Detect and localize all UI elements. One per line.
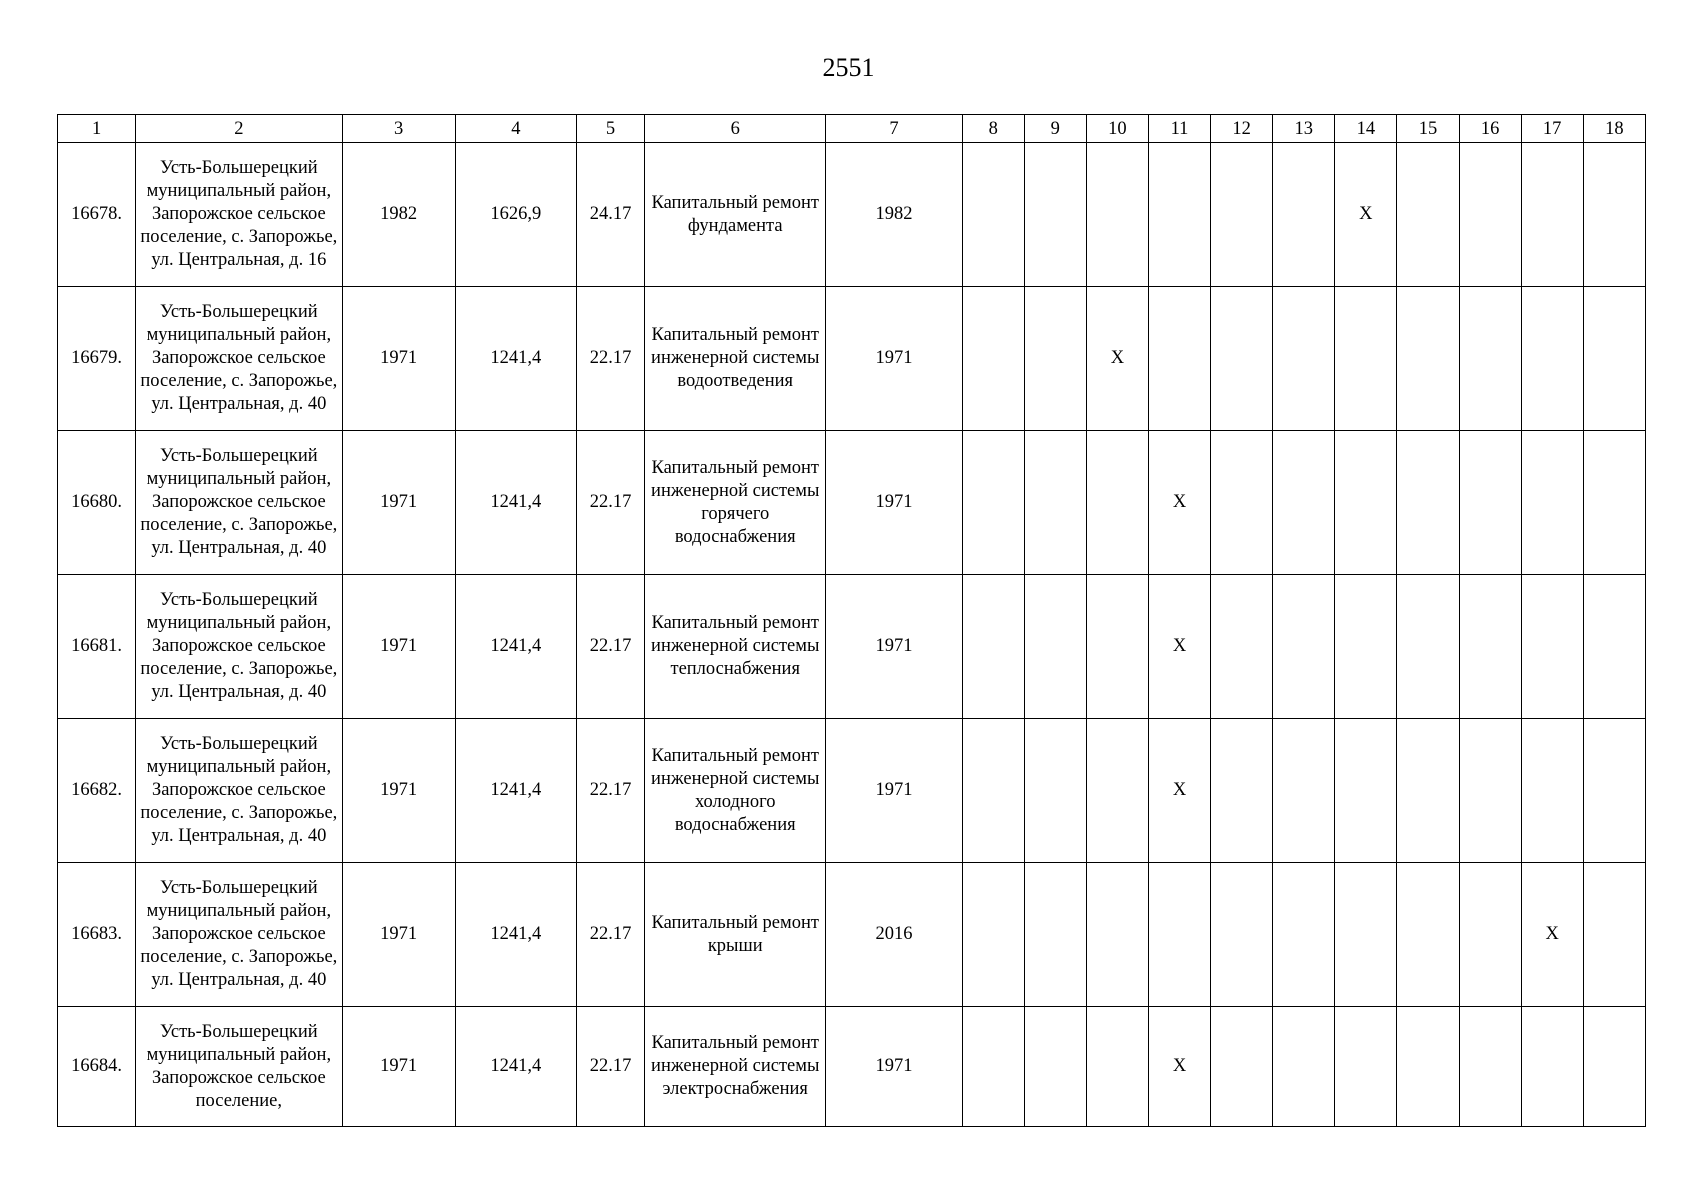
year-built-cell: 1971 <box>342 719 455 863</box>
mark-cell <box>1459 143 1521 287</box>
table-body <box>58 143 1646 1127</box>
work-type-cell: Капитальный ремонт крыши <box>645 863 826 1007</box>
mark-cell <box>1024 287 1086 431</box>
mark-cell <box>1335 431 1397 575</box>
table-row <box>58 1007 1646 1127</box>
column-header: 1 <box>58 115 136 143</box>
mark-cell <box>1211 431 1273 575</box>
page-number: 2551 <box>822 53 875 82</box>
mark-cell <box>1086 431 1148 575</box>
column-header: 18 <box>1583 115 1645 143</box>
year-built-cell: 1971 <box>342 863 455 1007</box>
work-type-cell: Капитальный ремонт инженерной системы теплоснабжения <box>645 575 826 719</box>
mark-cell <box>962 143 1024 287</box>
mark-cell <box>1583 863 1645 1007</box>
column-header: 2 <box>136 115 342 143</box>
mark-cell <box>1211 1007 1273 1127</box>
address-cell: Усть-Большерецкий муниципальный район, Запорожское сельское поселение, с. Запорожье, ул. Центральная, д. 16 <box>136 143 342 287</box>
year-repair-cell: 1971 <box>826 287 962 431</box>
year-built-cell: 1971 <box>342 431 455 575</box>
mark-cell <box>1521 143 1583 287</box>
area-cell: 1241,4 <box>455 863 576 1007</box>
year-repair-cell: 1982 <box>826 143 962 287</box>
year-built-cell: 1971 <box>342 287 455 431</box>
mark-cell <box>1148 863 1210 1007</box>
area-cell: 1241,4 <box>455 719 576 863</box>
mark-cell <box>1211 287 1273 431</box>
mark-cell-x: X <box>1148 575 1210 719</box>
mark-cell <box>1397 287 1459 431</box>
column-header: 10 <box>1086 115 1148 143</box>
row-number-cell: 16679. <box>58 287 136 431</box>
column-header: 4 <box>455 115 576 143</box>
mark-cell <box>1273 143 1335 287</box>
mark-cell <box>1335 863 1397 1007</box>
row-number-cell: 16681. <box>58 575 136 719</box>
address-cell: Усть-Большерецкий муниципальный район, Запорожское сельское поселение, <box>136 1007 342 1127</box>
mark-cell <box>1273 863 1335 1007</box>
mark-cell <box>1024 1007 1086 1127</box>
mark-cell <box>1335 1007 1397 1127</box>
mark-cell <box>1397 863 1459 1007</box>
table-row <box>58 431 1646 575</box>
mark-cell <box>962 719 1024 863</box>
address-cell: Усть-Большерецкий муниципальный район, Запорожское сельское поселение, с. Запорожье, ул. Центральная, д. 40 <box>136 863 342 1007</box>
column-header: 7 <box>826 115 962 143</box>
mark-cell <box>1583 431 1645 575</box>
column-header: 12 <box>1211 115 1273 143</box>
col5-cell: 22.17 <box>576 431 644 575</box>
row-number-cell: 16683. <box>58 863 136 1007</box>
repair-schedule-table <box>57 114 1646 1127</box>
area-cell: 1241,4 <box>455 575 576 719</box>
mark-cell <box>1335 575 1397 719</box>
mark-cell <box>1397 719 1459 863</box>
mark-cell-x: X <box>1521 863 1583 1007</box>
mark-cell <box>1521 287 1583 431</box>
mark-cell <box>1521 719 1583 863</box>
column-header: 11 <box>1148 115 1210 143</box>
column-number-row <box>58 115 1646 143</box>
work-type-cell: Капитальный ремонт фундамента <box>645 143 826 287</box>
mark-cell <box>1521 575 1583 719</box>
mark-cell <box>1086 575 1148 719</box>
column-header: 5 <box>576 115 644 143</box>
address-cell: Усть-Большерецкий муниципальный район, Запорожское сельское поселение, с. Запорожье, ул. Центральная, д. 40 <box>136 431 342 575</box>
mark-cell <box>1211 719 1273 863</box>
column-header: 9 <box>1024 115 1086 143</box>
mark-cell <box>1397 575 1459 719</box>
table-row <box>58 287 1646 431</box>
work-type-cell: Капитальный ремонт инженерной системы горячего водоснабжения <box>645 431 826 575</box>
col5-cell: 22.17 <box>576 719 644 863</box>
mark-cell <box>1459 719 1521 863</box>
area-cell: 1241,4 <box>455 287 576 431</box>
mark-cell-x: X <box>1148 1007 1210 1127</box>
year-built-cell: 1971 <box>342 575 455 719</box>
mark-cell-x: X <box>1148 431 1210 575</box>
mark-cell <box>1459 287 1521 431</box>
mark-cell <box>1273 575 1335 719</box>
mark-cell <box>1086 719 1148 863</box>
mark-cell <box>1583 287 1645 431</box>
year-built-cell: 1971 <box>342 1007 455 1127</box>
mark-cell <box>1273 719 1335 863</box>
year-repair-cell: 1971 <box>826 431 962 575</box>
area-cell: 1241,4 <box>455 1007 576 1127</box>
mark-cell <box>1086 863 1148 1007</box>
mark-cell <box>1583 719 1645 863</box>
work-type-cell: Капитальный ремонт инженерной системы холодного водоснабжения <box>645 719 826 863</box>
mark-cell <box>1086 143 1148 287</box>
year-repair-cell: 1971 <box>826 1007 962 1127</box>
table-row <box>58 863 1646 1007</box>
mark-cell <box>1211 143 1273 287</box>
mark-cell <box>1024 719 1086 863</box>
mark-cell <box>1273 431 1335 575</box>
mark-cell <box>1273 287 1335 431</box>
mark-cell-x: X <box>1086 287 1148 431</box>
column-header: 15 <box>1397 115 1459 143</box>
column-header: 17 <box>1521 115 1583 143</box>
col5-cell: 22.17 <box>576 1007 644 1127</box>
mark-cell <box>1148 143 1210 287</box>
mark-cell <box>1397 143 1459 287</box>
mark-cell <box>1459 575 1521 719</box>
area-cell: 1241,4 <box>455 431 576 575</box>
mark-cell <box>1583 1007 1645 1127</box>
mark-cell-x: X <box>1335 143 1397 287</box>
col5-cell: 22.17 <box>576 575 644 719</box>
address-cell: Усть-Большерецкий муниципальный район, Запорожское сельское поселение, с. Запорожье, ул. Центральная, д. 40 <box>136 575 342 719</box>
column-header: 16 <box>1459 115 1521 143</box>
year-repair-cell: 2016 <box>826 863 962 1007</box>
mark-cell <box>1024 575 1086 719</box>
year-repair-cell: 1971 <box>826 575 962 719</box>
column-header: 8 <box>962 115 1024 143</box>
row-number-cell: 16682. <box>58 719 136 863</box>
column-header: 13 <box>1273 115 1335 143</box>
mark-cell <box>1211 575 1273 719</box>
row-number-cell: 16680. <box>58 431 136 575</box>
mark-cell <box>962 575 1024 719</box>
table-row <box>58 143 1646 287</box>
mark-cell <box>1521 1007 1583 1127</box>
mark-cell <box>1521 431 1583 575</box>
mark-cell <box>1024 863 1086 1007</box>
col5-cell: 22.17 <box>576 863 644 1007</box>
area-cell: 1626,9 <box>455 143 576 287</box>
mark-cell <box>1397 1007 1459 1127</box>
mark-cell <box>1397 431 1459 575</box>
column-header: 3 <box>342 115 455 143</box>
year-repair-cell: 1971 <box>826 719 962 863</box>
mark-cell <box>1583 143 1645 287</box>
mark-cell <box>1086 1007 1148 1127</box>
col5-cell: 24.17 <box>576 143 644 287</box>
mark-cell-x: X <box>1148 719 1210 863</box>
mark-cell <box>962 863 1024 1007</box>
column-header: 6 <box>645 115 826 143</box>
table-row <box>58 575 1646 719</box>
mark-cell <box>1211 863 1273 1007</box>
mark-cell <box>1459 863 1521 1007</box>
mark-cell <box>1273 1007 1335 1127</box>
table-row <box>58 719 1646 863</box>
row-number-cell: 16678. <box>58 143 136 287</box>
column-header: 14 <box>1335 115 1397 143</box>
mark-cell <box>1459 1007 1521 1127</box>
mark-cell <box>1335 719 1397 863</box>
work-type-cell: Капитальный ремонт инженерной системы водоотведения <box>645 287 826 431</box>
year-built-cell: 1982 <box>342 143 455 287</box>
mark-cell <box>962 1007 1024 1127</box>
address-cell: Усть-Большерецкий муниципальный район, Запорожское сельское поселение, с. Запорожье, ул. Центральная, д. 40 <box>136 719 342 863</box>
work-type-cell: Капитальный ремонт инженерной системы электроснабжения <box>645 1007 826 1127</box>
mark-cell <box>1459 431 1521 575</box>
mark-cell <box>1335 287 1397 431</box>
mark-cell <box>1583 575 1645 719</box>
mark-cell <box>1148 287 1210 431</box>
col5-cell: 22.17 <box>576 287 644 431</box>
address-cell: Усть-Большерецкий муниципальный район, Запорожское сельское поселение, с. Запорожье, ул. Центральная, д. 40 <box>136 287 342 431</box>
mark-cell <box>962 287 1024 431</box>
row-number-cell: 16684. <box>58 1007 136 1127</box>
mark-cell <box>1024 143 1086 287</box>
mark-cell <box>962 431 1024 575</box>
mark-cell <box>1024 431 1086 575</box>
